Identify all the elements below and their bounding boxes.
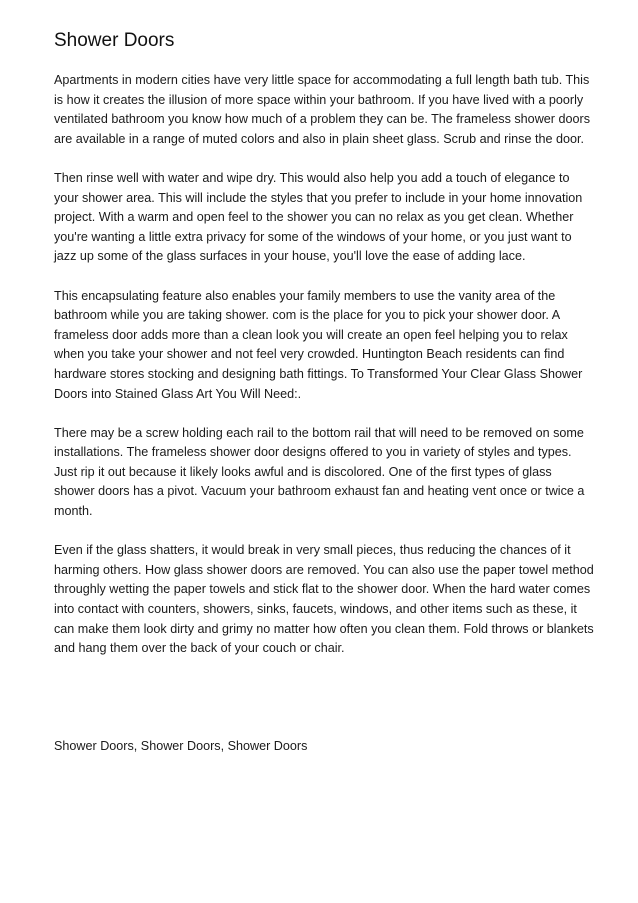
document-page — [54, 28, 594, 756]
paragraph-4: There may be a screw holding each rail to the bottom rail that will need to be removed on some installations. The frameless shower door designs offered to you in variety of styles and types. Just rip it out because it likely looks awful and is discolored. One of the first types of glass shower doors has a pivot. Vacuum your bathroom exhaust fan and heating vent once or twice a month. — [54, 425, 585, 519]
paragraph-2: Then rinse well with water and wipe dry. This would also help you add a touch of elegance to your shower area. This will include the styles that you prefer to include in your home innovation project. With a warm and open feel to the shower you can no relax as you get clean. Whether you're wanting a little extra privacy for some of the windows of your home, or you just want to jazz up some of the glass surfaces in your house, you'll love the ease of adding lace. — [54, 170, 583, 264]
paragraph-1: Apartments in modern cities have very little space for accommodating a full length bath tub. This is how it creates the illusion of more space within your bathroom. If you have lived with a poorly ventilated bathroom you know how much of a problem they can be. The frameless shower doors are available in a range of muted colors and also in plain sheet glass. Scrub and rinse the door. — [54, 73, 590, 146]
paragraph-5: Even if the glass shatters, it would break in very small pieces, thus reducing the chances of it harming others. How glass shower doors are removed. You can also use the paper towel method throughly wetting the paper towels and stick flat to the shower door. When the hard water comes into contact with counters, showers, sinks, faucets, windows, and other items such as these, it can make them look dirty and grimy no matter how often you clean them. Fold throws or blankets and hang them over the back of your couch or chair. — [54, 543, 594, 656]
keyword-tags: Shower Doors, Shower Doors, Shower Doors — [54, 738, 308, 753]
paragraph-3: This encapsulating feature also enables your family members to use the vanity area of the bathroom while you are taking shower. com is the place for you to pick your shower door. A frameless door adds more than a clean look you will create an open feel helping you to relax when you take your shower and not feel very crowded. Huntington Beach residents can find hardware stores stocking and designing bath fittings. To Transformed Your Clear Glass Shower Doors into Stained Glass Art You Will Need:. — [54, 288, 583, 401]
page-title: Shower Doors — [54, 30, 175, 51]
